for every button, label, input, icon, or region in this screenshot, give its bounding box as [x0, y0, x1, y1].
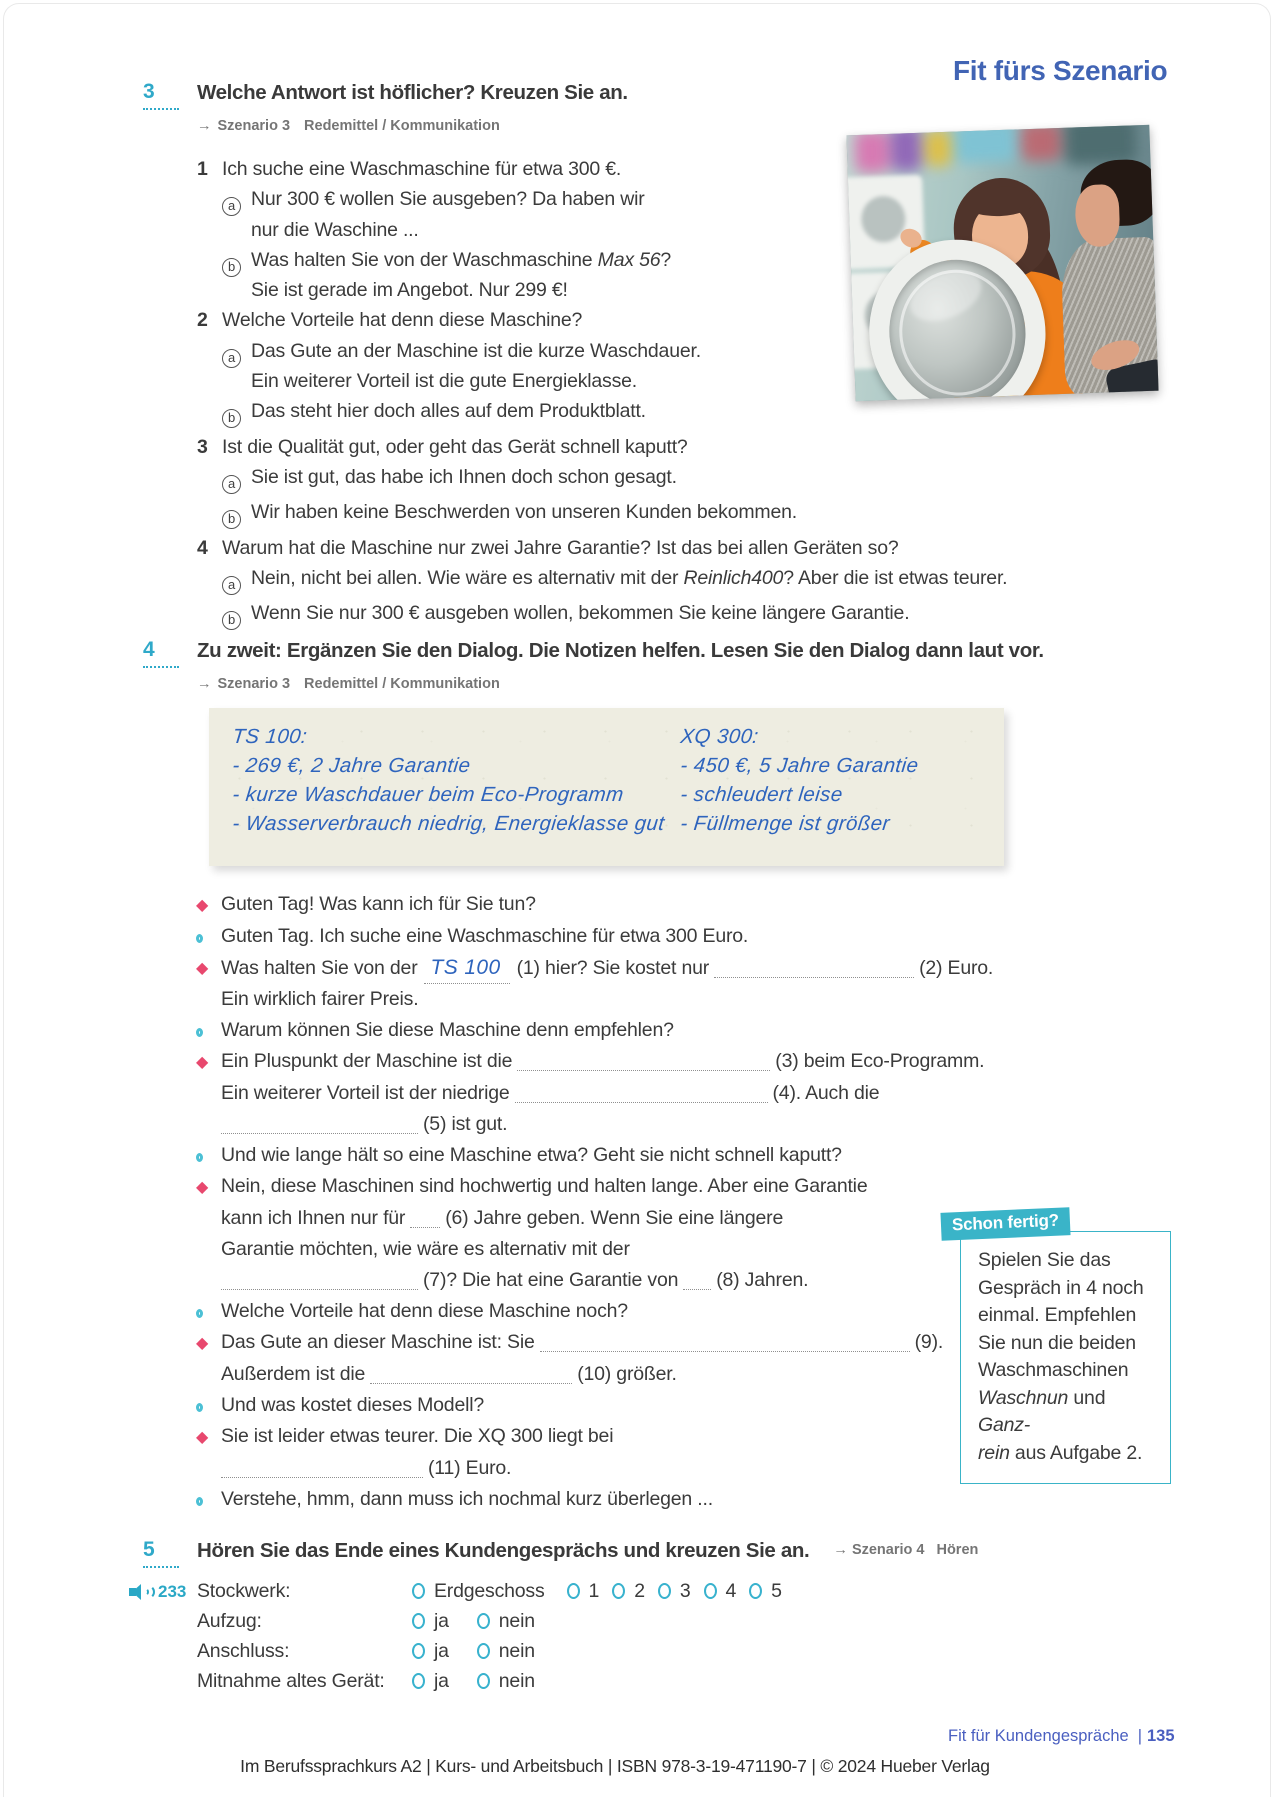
note-line: - Füllmenge ist größer — [679, 812, 892, 835]
option-ja[interactable]: ja — [412, 1610, 449, 1633]
schon-fertig-text: Spielen Sie das Gespräch in 4 noch einmal. Empfehlen Sie nun die beiden Waschmaschinen Waschnun und Ganz- rein aus Aufgabe 2. — [960, 1231, 1171, 1484]
dialog-line-seller — [196, 1171, 1206, 1203]
notes-xq300 — [679, 722, 920, 838]
question-number: 1 — [197, 158, 208, 180]
note-line: - 269 €, 2 Jahre Garantie — [231, 754, 472, 777]
question-item-4 — [197, 533, 1233, 634]
notes-title: TS 100: — [231, 725, 309, 748]
handwritten-notes-card — [209, 708, 1004, 866]
dialog-line-continuation — [196, 1109, 1206, 1140]
scenario-label: Szenario 3 — [217, 118, 291, 134]
seller-diamond-icon: ◆ — [196, 1179, 209, 1196]
seller-diamond-icon: ◆ — [196, 960, 209, 977]
answer-letter: b — [222, 396, 251, 431]
scenario-tagline — [197, 118, 1233, 134]
dialog-text: Und was kostet dieses Modell? — [221, 1394, 485, 1416]
answer-text: Das steht hier doch alles auf dem Produktblatt. — [251, 400, 646, 423]
exercise-3 — [143, 80, 1233, 633]
option-erdgeschoss[interactable]: Erdgeschoss — [412, 1580, 545, 1603]
question-text: Ist die Qualität gut, oder geht das Gerät schnell kaputt? — [222, 435, 688, 458]
scenario-topic: Hören — [936, 1542, 979, 1558]
scenario-topic: Redemittel / Kommunikation — [304, 676, 500, 692]
dialog-text: Außerdem ist die (10) größer. — [221, 1363, 677, 1385]
question-item-2 — [197, 305, 1233, 431]
dialog-text: Ein wirklich fairer Preis. — [221, 988, 419, 1010]
dialog-line-continuation — [196, 1078, 1206, 1109]
seller-diamond-icon: ◆ — [196, 1054, 209, 1071]
marker-spacer — [196, 984, 221, 1015]
answer-option-b[interactable] — [222, 396, 1233, 431]
dialog-text: (11) Euro. — [221, 1453, 511, 1484]
note-line: - schleudert leise — [679, 783, 844, 806]
audio-track-number: 233 — [158, 1582, 187, 1601]
scenario-tagline — [833, 1538, 978, 1558]
answer-letter: b — [222, 497, 251, 532]
note-line: - 450 €, 5 Jahre Garantie — [679, 754, 920, 777]
question-number: 4 — [197, 536, 208, 559]
option-1[interactable]: 1 — [567, 1580, 600, 1603]
answer-text: Wir haben keine Beschwerden von unseren Kunden bekommen. — [251, 501, 797, 524]
answer-option-b[interactable] — [222, 598, 1233, 633]
answer-option-a[interactable] — [222, 184, 1233, 245]
dialog-line-customer — [196, 1484, 1206, 1515]
answer-text: Nur 300 € wollen Sie ausgeben? Da haben wir nur die Waschine ... — [251, 188, 645, 241]
option-nein[interactable]: nein — [477, 1640, 535, 1663]
answer-option-a[interactable] — [222, 336, 1233, 397]
marker-spacer — [196, 1234, 221, 1265]
option-ja[interactable]: ja — [412, 1670, 449, 1693]
answer-row-mitnahme — [197, 1666, 1233, 1696]
customer-ring-icon — [196, 1484, 221, 1515]
dialog-line-seller — [196, 889, 1206, 921]
customer-ring-icon — [196, 1296, 221, 1327]
fill-blank-8[interactable] — [683, 1270, 711, 1290]
note-line: - kurze Waschdauer beim Eco-Programm — [231, 783, 625, 806]
fill-blank-1-filled[interactable]: TS 100 — [424, 952, 509, 984]
customer-ring-icon — [196, 921, 221, 952]
answer-letter: a — [222, 184, 251, 245]
fill-blank-6[interactable] — [410, 1208, 440, 1228]
radio-icon[interactable] — [412, 1643, 425, 1659]
dialog-text: Garantie möchten, wie wäre es alternativ mit der — [221, 1238, 630, 1260]
schon-fertig-box — [941, 1210, 1176, 1484]
dialog-line-customer — [196, 921, 1206, 952]
row-label: Anschluss: — [197, 1639, 290, 1662]
marker-spacer — [196, 1078, 221, 1109]
exercise-title: Zu zweit: Ergänzen Sie den Dialog. Die Notizen helfen. Lesen Sie den Dialog dann laut vor. — [197, 639, 1044, 662]
answer-option-a[interactable] — [222, 563, 1233, 598]
marker-spacer — [196, 1359, 221, 1390]
option-4[interactable]: 4 — [704, 1580, 737, 1603]
radio-icon[interactable] — [749, 1583, 762, 1599]
dialog-line-seller — [196, 1046, 1206, 1078]
answer-row-stockwerk — [197, 1576, 1233, 1606]
fill-blank-11[interactable] — [221, 1458, 423, 1478]
speaker-icon — [129, 1583, 153, 1601]
running-footer — [948, 1727, 1175, 1746]
notes-title: XQ 300: — [679, 725, 760, 748]
dialog-line-seller — [196, 952, 1206, 984]
scenario-tagline — [197, 676, 1233, 692]
listening-answer-grid — [197, 1576, 1233, 1696]
answer-letter: b — [222, 598, 251, 633]
row-label: Aufzug: — [197, 1609, 262, 1632]
fill-blank-3[interactable] — [517, 1051, 770, 1071]
answer-letter: a — [222, 462, 251, 497]
answer-text: Wenn Sie nur 300 € ausgeben wollen, bekommen Sie keine längere Garantie. — [251, 602, 910, 625]
scenario-topic: Redemittel / Kommunikation — [304, 118, 500, 134]
dialog-line-customer — [196, 1140, 1206, 1171]
option-2[interactable]: 2 — [612, 1580, 645, 1603]
answer-text: Sie ist gut, das habe ich Ihnen doch schon gesagt. — [251, 465, 677, 488]
note-line: - Wasserverbrauch niedrig, Energieklasse gut — [231, 812, 666, 835]
radio-icon[interactable] — [567, 1583, 580, 1599]
exercise-5 — [143, 1538, 1233, 1696]
answer-option-a[interactable] — [222, 462, 1233, 497]
dialog-text: kann ich Ihnen nur für (6) Jahre geben. Wenn Sie eine längere — [221, 1207, 784, 1229]
customer-ring-icon — [196, 1390, 221, 1421]
seller-diamond-icon: ◆ — [196, 1335, 209, 1352]
option-ja[interactable]: ja — [412, 1640, 449, 1663]
question-number: 3 — [197, 435, 208, 458]
schon-fertig-tab: Schon fertig? — [940, 1207, 1070, 1241]
page-number: 135 — [1147, 1727, 1175, 1745]
scenario-label: Szenario 4 — [851, 1542, 925, 1558]
question-item-1 — [197, 154, 1233, 305]
dialog-text: Verstehe, hmm, dann muss ich nochmal kurz überlegen ... — [221, 1488, 713, 1510]
row-label: Stockwerk: — [197, 1579, 291, 1602]
scenario-label: Szenario 3 — [217, 676, 291, 692]
dialog-line-continuation — [196, 984, 1206, 1015]
radio-icon[interactable] — [477, 1673, 490, 1689]
radio-icon[interactable] — [477, 1613, 490, 1629]
radio-icon[interactable] — [704, 1583, 717, 1599]
fill-blank-9[interactable] — [540, 1332, 910, 1352]
question-text: Warum hat die Maschine nur zwei Jahre Garantie? Ist das bei allen Geräten so? — [222, 536, 899, 559]
dialog-text: (5) ist gut. — [221, 1109, 507, 1140]
fill-blank-2[interactable] — [714, 958, 914, 978]
footer-separator: | — [1137, 1727, 1142, 1745]
dialog-text: Guten Tag. Ich suche eine Waschmaschine für etwa 300 Euro. — [221, 925, 749, 947]
answer-letter: a — [222, 563, 251, 598]
answer-row-aufzug — [197, 1606, 1233, 1636]
radio-icon[interactable] — [612, 1583, 625, 1599]
radio-icon[interactable] — [412, 1613, 425, 1629]
answer-text: Nein, nicht bei allen. Wie wäre es alternativ mit der Reinlich400? Aber die ist etwas teurer. — [251, 566, 1008, 589]
imprint-line: Im Berufssprachkurs A2 | Kurs- und Arbeitsbuch | ISBN 978-3-19-471190-7 | © 2024 Hueber Verlag — [240, 1756, 990, 1776]
audio-track-control[interactable] — [129, 1582, 186, 1602]
fill-blank-7[interactable] — [221, 1270, 418, 1290]
answer-row-anschluss — [197, 1636, 1233, 1666]
exercise-title: Hören Sie das Ende eines Kundengesprächs und kreuzen Sie an. — [197, 1539, 810, 1562]
dialog-text: Ein Pluspunkt der Maschine ist die (3) beim Eco-Programm. — [221, 1050, 985, 1072]
dialog-text: Das Gute an dieser Maschine ist: Sie (9). — [221, 1331, 944, 1353]
radio-icon[interactable] — [477, 1643, 490, 1659]
marker-spacer — [196, 1453, 221, 1484]
question-item-3 — [197, 432, 1233, 533]
page-title: Fit fürs Szenario — [953, 55, 1168, 86]
exercise-title: Welche Antwort ist höflicher? Kreuzen Sie an. — [197, 81, 628, 104]
answer-letter: a — [222, 336, 251, 397]
option-nein[interactable]: nein — [477, 1670, 535, 1693]
answer-option-b[interactable] — [222, 245, 1233, 306]
customer-ring-icon — [196, 1140, 221, 1171]
answer-text: Das Gute an der Maschine ist die kurze Waschdauer. Ein weiterer Vorteil ist die gute Energieklasse. — [251, 339, 701, 393]
dialog-text: Nein, diese Maschinen sind hochwertig und halten lange. Aber eine Garantie — [221, 1175, 868, 1197]
question-text: Welche Vorteile hat denn diese Maschine? — [222, 309, 583, 332]
dialog-text: Guten Tag! Was kann ich für Sie tun? — [221, 893, 536, 915]
notes-ts100 — [231, 722, 666, 838]
exercise-number: 3 — [143, 80, 197, 110]
radio-icon[interactable] — [658, 1583, 671, 1599]
dialog-text: Was halten Sie von der TS 100 (1) hier? Sie kostet nur (2) Euro. — [221, 952, 993, 984]
answer-text: Was halten Sie von der Waschmaschine Max 56? Sie ist gerade im Angebot. Nur 299 €! — [251, 248, 672, 302]
answer-option-b[interactable] — [222, 497, 1233, 532]
dialog-text: Warum können Sie diese Maschine denn empfehlen? — [221, 1019, 674, 1041]
question-list — [197, 154, 1233, 633]
fill-blank-4[interactable] — [515, 1083, 768, 1103]
option-nein[interactable]: nein — [477, 1610, 535, 1633]
marker-spacer — [196, 1109, 221, 1140]
fill-blank-5[interactable] — [221, 1114, 418, 1134]
dialog-text: Welche Vorteile hat denn diese Maschine noch? — [221, 1300, 628, 1322]
fill-blank-10[interactable] — [370, 1364, 572, 1384]
exercise-4 — [143, 638, 1233, 866]
arrow-icon: → — [197, 118, 212, 134]
radio-icon[interactable] — [412, 1673, 425, 1689]
marker-spacer — [196, 1203, 221, 1234]
customer-ring-icon — [196, 1015, 221, 1046]
chapter-title: Fit für Kundengespräche — [948, 1727, 1129, 1745]
answer-letter: b — [222, 245, 251, 306]
exercise-number: 5 — [143, 1538, 197, 1568]
row-label: Mitnahme altes Gerät: — [197, 1669, 385, 1692]
seller-diamond-icon: ◆ — [196, 897, 209, 914]
option-5[interactable]: 5 — [749, 1580, 782, 1603]
option-3[interactable]: 3 — [658, 1580, 691, 1603]
arrow-icon: → — [833, 1542, 848, 1558]
marker-spacer — [196, 1265, 221, 1296]
dialog-text: Ein weiterer Vorteil ist der niedrige (4). Auch die — [221, 1082, 880, 1104]
dialog-text: Sie ist leider etwas teurer. Die XQ 300 liegt bei — [221, 1425, 614, 1447]
dialog-text: Und wie lange hält so eine Maschine etwa? Geht sie nicht schnell kaputt? — [221, 1144, 842, 1166]
seller-diamond-icon: ◆ — [196, 1429, 209, 1446]
dialog-line-customer — [196, 1015, 1206, 1046]
question-text: Ich suche eine Waschmaschine für etwa 300 €. — [222, 158, 622, 180]
dialog-text: (7)? Die hat eine Garantie von (8) Jahren. — [221, 1265, 808, 1296]
exercise-number: 4 — [143, 638, 197, 668]
question-number: 2 — [197, 309, 208, 332]
radio-icon[interactable] — [412, 1583, 425, 1599]
arrow-icon: → — [197, 676, 212, 692]
